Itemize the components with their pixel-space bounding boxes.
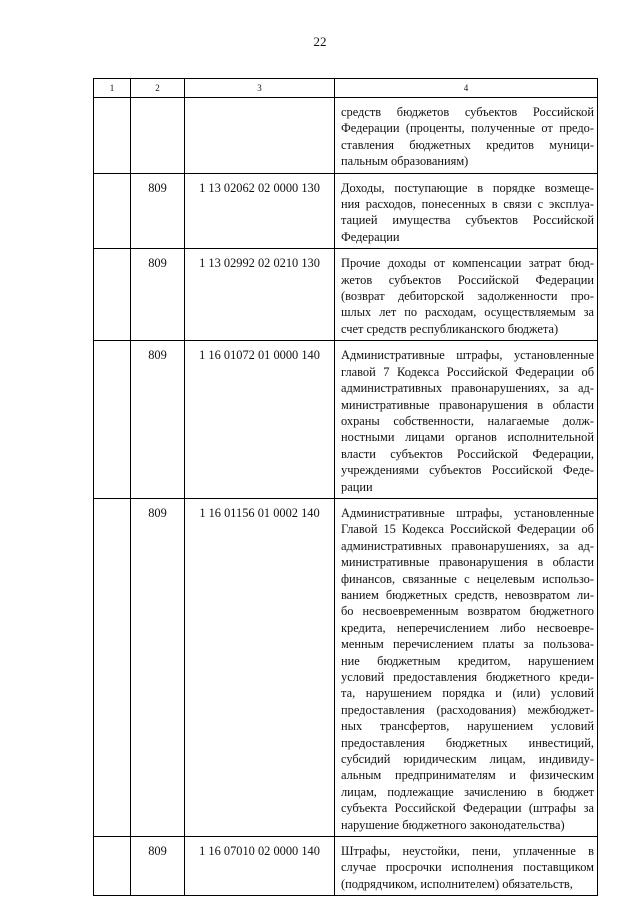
description-line: власти субъектов Российской Федерации, — [341, 446, 594, 461]
cell-budget-classification-code: 1 16 01156 01 0002 140 — [185, 498, 335, 836]
description-line: ставления бюджетных кредитов муници- — [341, 137, 594, 152]
description-line: учреждениями субъектов Российской Феде- — [341, 463, 594, 478]
description-line: ванием бюджетных средств, невозвратом ли- — [341, 587, 594, 602]
cell-revenue-description — [335, 173, 598, 249]
table-row — [94, 341, 598, 499]
description-line: альным предпринимателям и физическим — [341, 768, 594, 783]
description-line: административных правонарушениях, за ад- — [341, 381, 594, 396]
description-line: Штрафы, неустойки, пени, уплаченные в — [341, 844, 594, 859]
cell-empty — [94, 98, 131, 174]
table-row — [94, 249, 598, 341]
description-line: министративные правонарушения в области — [341, 555, 594, 570]
table-row — [94, 498, 598, 836]
description-line: ных трансфертов, нарушением условий — [341, 719, 594, 734]
cell-admin-code: 809 — [131, 498, 185, 836]
description-line: бо несвоевременным возвратом бюджетного — [341, 604, 594, 619]
description-line: министративные правонарушения в области — [341, 397, 594, 412]
cell-empty — [94, 341, 131, 499]
cell-revenue-description — [335, 249, 598, 341]
budget-codes-table — [93, 78, 598, 896]
description-line: ние бюджетным кредитом, нарушением — [341, 653, 594, 668]
description-line: охраны собственности, налагаемые долж- — [341, 413, 594, 428]
cell-admin-code: 809 — [131, 173, 185, 249]
cell-revenue-description — [335, 98, 598, 174]
description-line: Прочие доходы от компенсации затрат бюд- — [341, 256, 594, 271]
description-line: Главой 15 Кодекса Российской Федерации об — [341, 522, 594, 537]
description-line: предоставления (расходования) межбюджет- — [341, 702, 594, 717]
description-line: лицам, подлежащие зачислению в бюджет — [341, 784, 594, 799]
cell-budget-classification-code: 1 16 07010 02 0000 140 — [185, 837, 335, 896]
table-header-row — [94, 79, 598, 98]
cell-budget-classification-code: 1 16 01072 01 0000 140 — [185, 341, 335, 499]
description-line: кредита, неперечислением либо несвоевре- — [341, 620, 594, 635]
description-line: Административные штрафы, установленные — [341, 505, 594, 520]
description-line: случае просрочки исполнения поставщиком — [341, 860, 594, 875]
cell-empty — [94, 249, 131, 341]
column-number-2: 2 — [131, 79, 185, 98]
description-line: жетов субъектов Российской Федерации — [341, 272, 594, 287]
cell-budget-classification-code — [185, 98, 335, 174]
cell-admin-code: 809 — [131, 837, 185, 896]
description-line: Федерации (проценты, полученные от предо- — [341, 121, 594, 136]
description-line: пальным образованиям) — [341, 154, 469, 169]
page-number: 22 — [313, 34, 327, 49]
table-row — [94, 173, 598, 249]
description-line: субъекта Российской Федерации (штрафы за — [341, 801, 594, 816]
table-row — [94, 837, 598, 896]
cell-empty — [94, 498, 131, 836]
cell-empty — [94, 837, 131, 896]
description-line: нарушение бюджетного законодательства) — [341, 817, 565, 832]
description-line: та, нарушением порядка и (или) условий — [341, 686, 594, 701]
description-line: Доходы, поступающие в порядке возмеще- — [341, 180, 594, 195]
description-line: предоставления бюджетных инвестиций, — [341, 735, 594, 750]
column-number-3: 3 — [185, 79, 335, 98]
cell-admin-code: 809 — [131, 341, 185, 499]
cell-revenue-description — [335, 341, 598, 499]
cell-admin-code — [131, 98, 185, 174]
cell-budget-classification-code: 1 13 02062 02 0000 130 — [185, 173, 335, 249]
description-line: Административные штрафы, установленные — [341, 348, 594, 363]
description-line: финансов, связанные с нецелевым использо- — [341, 571, 594, 586]
description-line: административных правонарушениях, за ад- — [341, 538, 594, 553]
description-line: (подрядчиком, исполнителем) обязательств, — [341, 876, 573, 891]
description-line: ния расходов, понесенных в связи с эксплуа- — [341, 197, 594, 212]
cell-budget-classification-code: 1 13 02992 02 0210 130 — [185, 249, 335, 341]
description-line: (возврат дебиторской задолженности про- — [341, 289, 594, 304]
description-line: условий предоставления бюджетного креди- — [341, 670, 594, 684]
column-number-1: 1 — [94, 79, 131, 98]
description-line: менным перечислением платы за пользова- — [341, 637, 594, 652]
column-number-4: 4 — [335, 79, 598, 98]
description-line: счет средств республиканского бюджета) — [341, 321, 559, 336]
description-line: тацией имущества субъектов Российской — [341, 213, 594, 228]
cell-empty — [94, 173, 131, 249]
description-line: средств бюджетов субъектов Российской — [341, 105, 594, 119]
description-line: Федерации — [341, 229, 400, 244]
description-line: рации — [341, 479, 373, 494]
table-row — [94, 98, 598, 174]
description-line: шлых лет по расходам, осуществляемым за — [341, 305, 594, 320]
cell-revenue-description — [335, 837, 598, 896]
cell-revenue-description — [335, 498, 598, 836]
cell-admin-code: 809 — [131, 249, 185, 341]
description-line: ностными лицами органов исполнительной — [341, 430, 594, 445]
description-line: субсидий юридическим лицам, индивиду- — [341, 752, 594, 767]
description-line: главой 7 Кодекса Российской Федерации об — [341, 364, 594, 379]
